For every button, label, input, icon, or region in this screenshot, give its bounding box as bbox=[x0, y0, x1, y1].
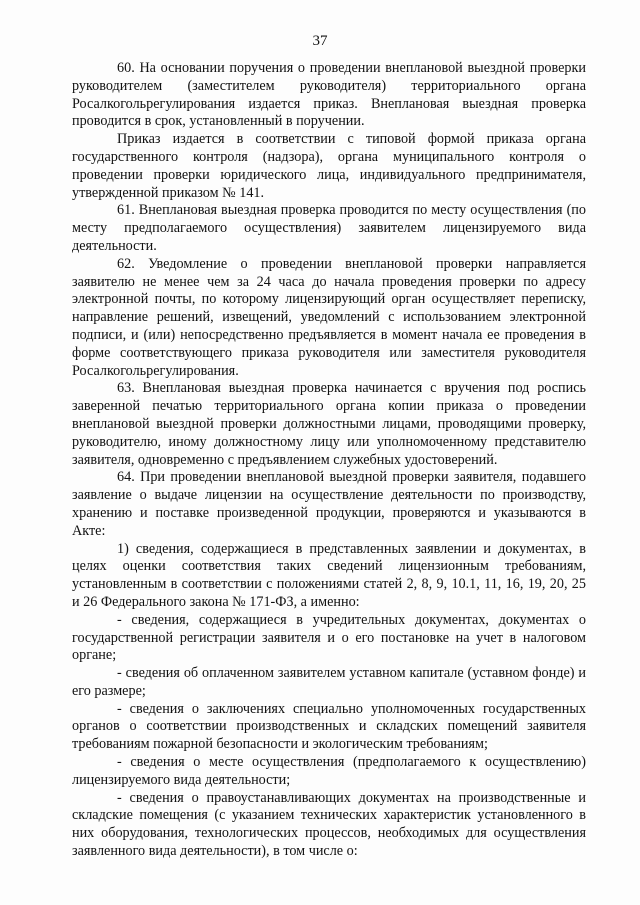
list-item-1: 1) сведения, содержащиеся в представленных заявлении и документах, в целях оценки соответствия таких сведений лицензионным требованиям, установленным в соответствии с положениями статей 2, 8, 9, 10.1, 11, 16, 19, 20, 25 и 26 Федерального закона № 171-ФЗ, а именно: bbox=[72, 540, 586, 610]
list-item-authorized-capital: - сведения об оплаченном заявителем уставном капитале (уставном фонде) и его размере; bbox=[72, 665, 586, 699]
paragraph-60: 60. На основании поручения о проведении внеплановой выездной проверки руководителем (заместителем руководителя) территориального органа Росалкогольрегулирования издается приказ. Внеплановая выездная проверка проводится в срок, установленный в поручении. bbox=[72, 60, 586, 130]
document-body bbox=[72, 60, 586, 861]
page-number: 37 bbox=[312, 33, 328, 49]
list-item-conclusions: - сведения о заключениях специально уполномоченных государственных органов о соответствии производственных и складских помещений заявителя требованиям пожарной безопасности и экологическим требованиям; bbox=[72, 700, 586, 753]
paragraph-62: 62. Уведомление о проведении внеплановой проверки направляется заявителю не менее чем за 24 часа до начала проведения проверки по адресу электронной почты, по которому лицензирующий орган осуществляет переписку, направление решений, извещений, уведомлений с использованием электронной подписи, и (или) непосредственно предъявляется в момент начала ее проведения в форме соответствующего приказа руководителя или заместителя руководителя Росалкогольрегулирования. bbox=[72, 255, 586, 379]
paragraph-63: 63. Внеплановая выездная проверка начинается с вручения под роспись заверенной печатью территориального органа копии приказа о проведении внеплановой выездной проверки должностными лицами, проводящими проверку, руководителю, иному должностному лицу или уполномоченному представителю заявителя, одновременно с предъявлением служебных удостоверений. bbox=[72, 380, 586, 468]
list-item-title-docs: - сведения о правоустанавливающих документах на производственные и складские помещения (с указанием технических характеристик установленного в них оборудования, технологических процессов, необходимых для осуществления заявленного вида деятельности), в том числе о: bbox=[72, 789, 586, 860]
list-item-place: - сведения о месте осуществления (предполагаемого к осуществлению) лицензируемого вида деятельности; bbox=[72, 754, 586, 788]
paragraph-order-form: Приказ издается в соответствии с типовой формой приказа органа государственного контроля (надзора), органа муниципального контроля о проведении проверки юридического лица, индивидуального предпринимателя, утвержденной приказом № 141. bbox=[72, 131, 586, 201]
paragraph-64: 64. При проведении внеплановой выездной проверки заявителя, подавшего заявление о выдаче лицензии на осуществление деятельности по производству, хранению и поставке произведенной продукции, проверяются и указываются в Акте: bbox=[72, 469, 586, 539]
list-item-constituent-docs: - сведения, содержащиеся в учредительных документах, документах о государственной регистрации заявителя и о его постановке на учет в налоговом органе; bbox=[72, 611, 586, 664]
paragraph-61: 61. Внеплановая выездная проверка проводится по месту осуществления (по месту предполагаемого осуществления) заявителем лицензируемого вида деятельности. bbox=[72, 202, 586, 254]
